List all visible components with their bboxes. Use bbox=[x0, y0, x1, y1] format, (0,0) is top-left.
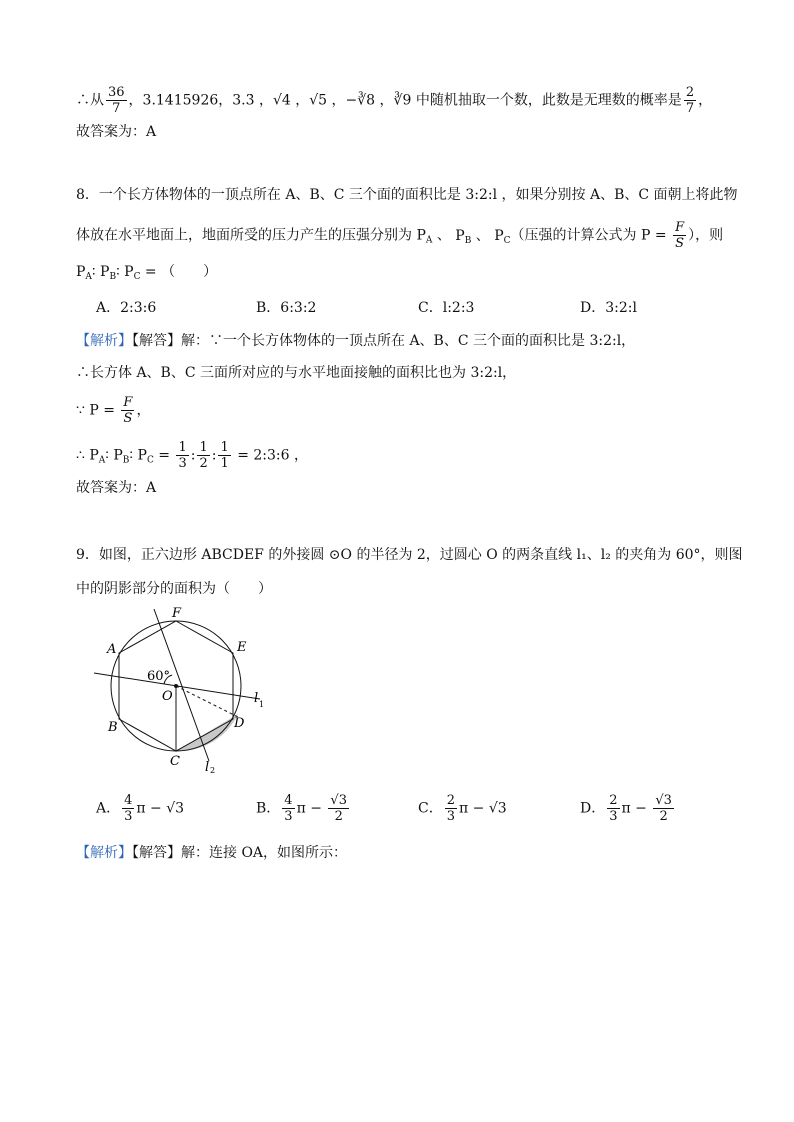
opt-label: A． bbox=[96, 800, 121, 817]
opt-label: D． bbox=[580, 800, 606, 817]
label-e: E bbox=[237, 640, 247, 655]
label-a: A bbox=[107, 642, 117, 657]
q8-sol-3b: ， bbox=[136, 402, 151, 419]
solution-tag: 【解答】 bbox=[132, 845, 181, 861]
q9-option-b: B． $\frac{4}{3}$ π − $\frac{√3}{2}$ bbox=[256, 793, 347, 824]
q9-line-2: 中的阴影部分的面积为（ ） bbox=[76, 581, 272, 597]
opt-label: C． bbox=[418, 800, 443, 817]
frac-num: 2 bbox=[685, 85, 695, 100]
suffix: ， bbox=[698, 92, 713, 109]
label-l2: l bbox=[205, 760, 210, 773]
q8-line-1: 8．一个长方体物体的一顶点所在 A、B、C 三个面的面积比是 3:2:l ，如果分别按 A、B、C 面朝上将此物 bbox=[76, 187, 738, 203]
fraction-2-7 bbox=[684, 85, 696, 116]
q8-line-2: 体放在水平地面上，地面所受的压力产生的压强分别为 $P_A$ 、 $P_B$ 、 $P_C$（压强的计算公式为 P = $\frac{F}{S}$ ），则 bbox=[76, 220, 724, 251]
frac-den: 7 bbox=[112, 101, 121, 116]
analysis-tag: 【解析】 bbox=[76, 845, 132, 861]
q8-option-b: B．6:3:2 bbox=[256, 300, 317, 316]
label-b: B bbox=[108, 720, 118, 735]
fraction-f-s: $\frac{F}{S}$ bbox=[675, 220, 685, 251]
q8-line-2a: 体放在水平地面上，地面所受的压力产生的压强分别为 P bbox=[76, 227, 426, 244]
q9-option-a: A． $\frac{4}{3}$ π − √3 bbox=[96, 793, 185, 824]
q8-sol-4b: = 2:3:6 ， bbox=[232, 447, 308, 464]
q9-sol-text-1: 解：连接 OA，如图所示： bbox=[181, 845, 348, 861]
q8-answer: 故答案为：A bbox=[76, 480, 157, 496]
fraction-36-7 bbox=[106, 85, 127, 116]
label-l1: l bbox=[254, 691, 259, 706]
q9-solution-1 bbox=[76, 843, 347, 863]
solution-tag: 【解答】 bbox=[132, 333, 181, 349]
line-1 bbox=[76, 85, 712, 116]
q8-solution-2: ∴长方体 A、B、C 三面所对应的与水平地面接触的面积比也为 3:2:l， bbox=[76, 365, 517, 381]
frac-num: 36 bbox=[108, 85, 125, 100]
answer-line-1: 故答案为：A bbox=[76, 124, 157, 140]
q8-line-2b: （压强的计算公式为 P = bbox=[510, 227, 672, 244]
q8-option-a: A．2:3:6 bbox=[96, 300, 157, 316]
label-c: C bbox=[170, 754, 180, 769]
q8-sol-text-1: 解：∵一个长方体物体的一顶点所在 A、B、C 三个面的面积比是 3:2:l， bbox=[181, 333, 636, 349]
frac-den: 7 bbox=[685, 101, 695, 116]
analysis-tag: 【解析】 bbox=[76, 333, 132, 349]
label-l2-sub: 2 bbox=[210, 766, 216, 773]
label-o: O bbox=[162, 689, 173, 704]
q8-option-c: C．l:2:3 bbox=[418, 300, 475, 316]
q8-line-2c: ），则 bbox=[688, 227, 724, 244]
q8-solution-3 bbox=[76, 395, 150, 426]
label-d: D bbox=[234, 716, 245, 731]
label-angle: 60° bbox=[147, 669, 171, 684]
q8-solution-1 bbox=[76, 331, 635, 351]
fraction-f-s-2: $\frac{F}{S}$ bbox=[123, 395, 133, 426]
sub-a: A bbox=[425, 235, 433, 246]
q8-line-3: $P_A∶$ $P_B∶$ $P_C$ = （ ） bbox=[76, 264, 218, 282]
line-l2 bbox=[154, 609, 209, 761]
label-f: F bbox=[172, 606, 182, 621]
q8-solution-4: ∴ $P_A∶$ $P_B∶$ $P_C$ = $\frac{1}{3}$ : $\frac{1}{2}$ : $\frac{1}{1}$ = 2:3:6 ， bbox=[76, 440, 308, 471]
pb: $P_B$ 、 $P_C$ bbox=[455, 227, 511, 246]
therefore-from: ∴从 bbox=[76, 92, 104, 109]
q8-sol-4a: ∴ P bbox=[76, 447, 99, 464]
hexagon-figure bbox=[92, 603, 282, 773]
opt-label: B． bbox=[256, 800, 281, 817]
q8-option-d: D．3:2:l bbox=[580, 300, 637, 316]
q8-sol-3a: ∵ P = bbox=[76, 402, 120, 419]
q9-line-1: 9．如图，正六边形 ABCDEF 的外接圆 ⊙O 的半径为 2，过圆心 O 的两条直线 l₁、l₂ 的夹角为 60°，则图 bbox=[76, 547, 743, 563]
number-list-text: ，3.1415926，3.3̇ ，√4 ，√5 ，−∛8 ，∛9 中随机抽取一个数，此数是无理数的概率是 bbox=[128, 92, 682, 109]
label-l1-sub: 1 bbox=[259, 700, 265, 709]
q9-option-c: C． $\frac{2}{3}$ π − √3 bbox=[418, 793, 507, 824]
q9-option-d: D． $\frac{2}{3}$ π − $\frac{√3}{2}$ bbox=[580, 793, 672, 824]
